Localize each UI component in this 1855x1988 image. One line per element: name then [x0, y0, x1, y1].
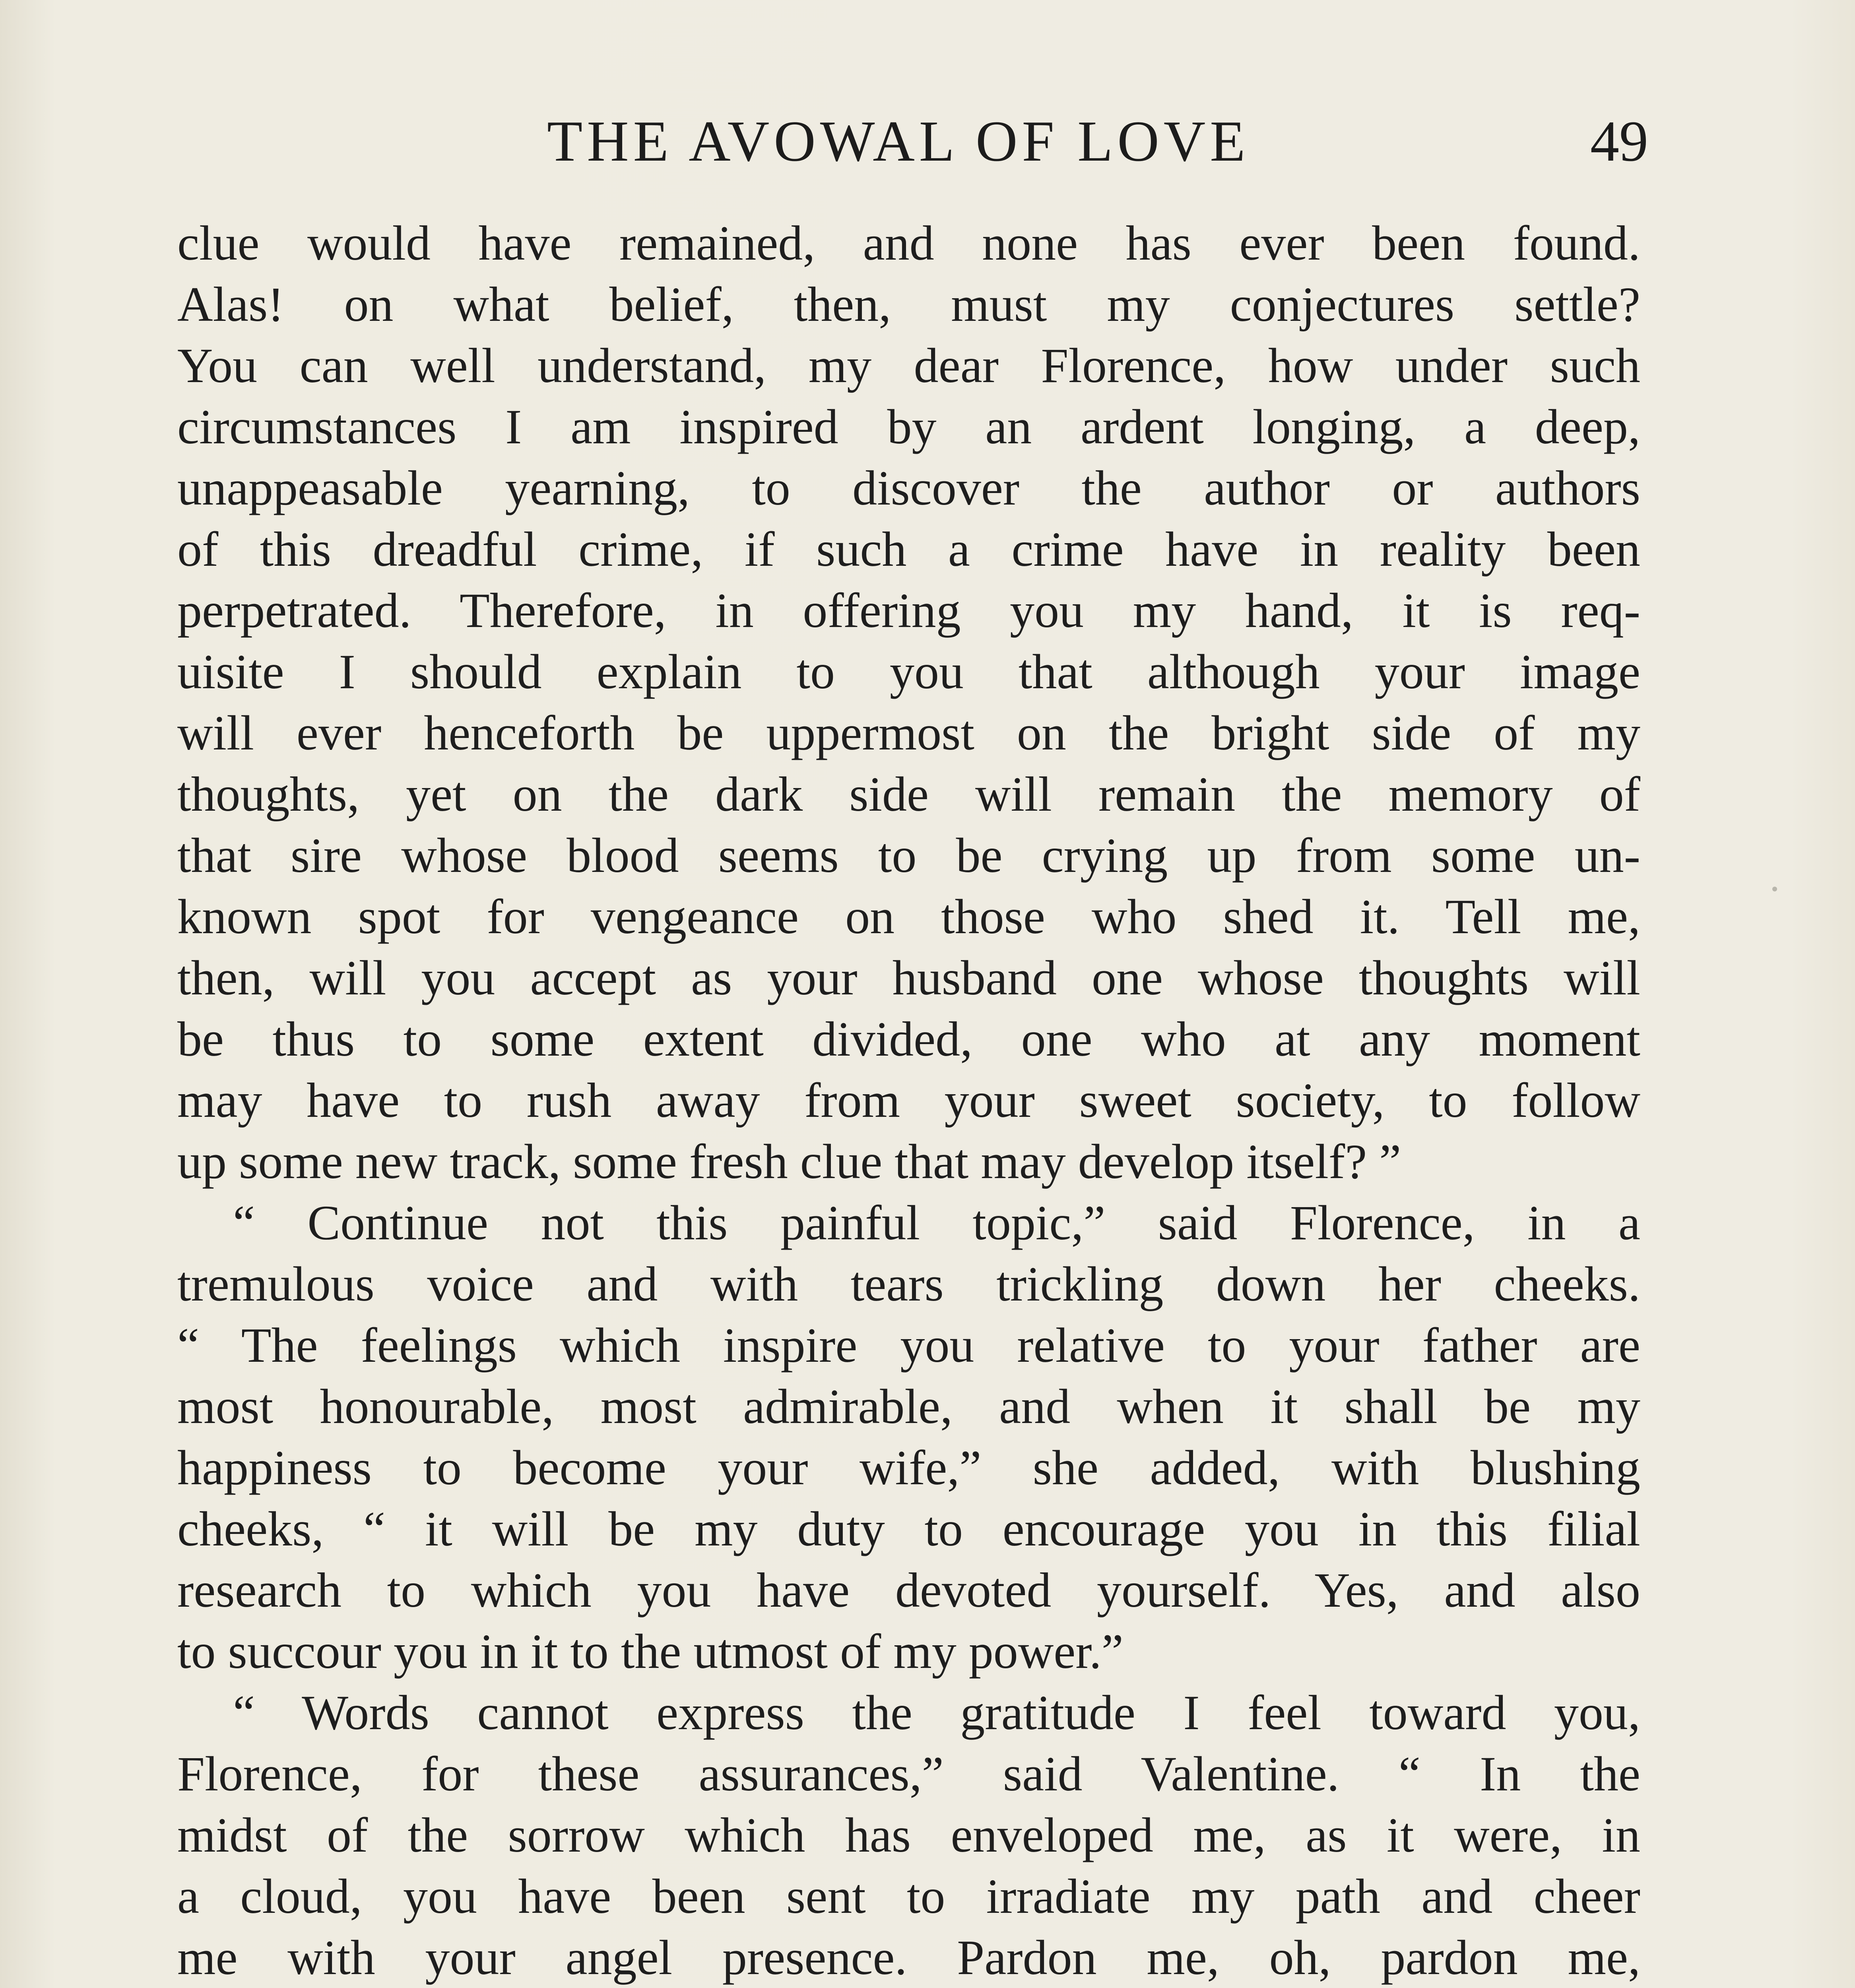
text-line: to succour you in it to the utmost of my power.” [177, 1624, 1123, 1679]
text-line: clue would have remained, and none has ever been found. [177, 216, 1640, 270]
text-line: most honourable, most admirable, and when it shall be my [177, 1379, 1640, 1434]
text-line: “ Continue not this painful topic,” said Florence, in a [233, 1196, 1640, 1250]
text-line: research to which you have devoted yourself. Yes, and also [177, 1563, 1640, 1617]
text-line: circumstances I am inspired by an ardent longing, a deep, [177, 400, 1640, 454]
text-line: me with your angel presence. Pardon me, oh, pardon me, [177, 1930, 1640, 1985]
text-line: unappeasable yearning, to discover the author or authors [177, 461, 1640, 515]
text-line: Alas! on what belief, then, must my conjectures settle? [177, 277, 1640, 332]
page-speck [1772, 887, 1777, 891]
page-number: 49 [1590, 109, 1648, 173]
text-line: that sire whose blood seems to be crying up from some un- [177, 828, 1640, 883]
text-line: cheeks, “ it will be my duty to encourage you in this filial [177, 1502, 1640, 1556]
text-line: a cloud, you have been sent to irradiate my path and cheer [177, 1869, 1640, 1924]
text-line: may have to rush away from your sweet society, to follow [177, 1073, 1640, 1128]
text-line: tremulous voice and with tears trickling down her cheeks. [177, 1257, 1640, 1311]
text-line: You can well understand, my dear Florence, how under such [177, 338, 1640, 393]
text-line: “ The feelings which inspire you relative to your father are [177, 1318, 1640, 1373]
text-line: be thus to some extent divided, one who at any moment [177, 1012, 1640, 1066]
text-line: perpetrated. Therefore, in offering you my hand, it is req- [177, 583, 1640, 638]
page-header [177, 99, 1648, 183]
text-line: then, will you accept as your husband one whose thoughts will [177, 951, 1640, 1005]
body-text [177, 213, 1640, 1988]
running-title: THE AVOWAL OF LOVE [547, 109, 1250, 173]
text-line: will ever henceforth be uppermost on the bright side of my [177, 706, 1640, 760]
text-line: known spot for vengeance on those who shed it. Tell me, [177, 889, 1640, 944]
text-line: up some new track, some fresh clue that may develop itself? ” [177, 1134, 1401, 1189]
text-line: of this dreadful crime, if such a crime have in reality been [177, 522, 1640, 577]
text-line: happiness to become your wife,” she added, with blushing [177, 1441, 1640, 1495]
text-line: midst of the sorrow which has enveloped me, as it were, in [177, 1808, 1640, 1862]
text-line: Florence, for these assurances,” said Valentine. “ In the [177, 1747, 1640, 1801]
text-line: uisite I should explain to you that although your image [177, 645, 1640, 699]
text-line: “ Words cannot express the gratitude I feel toward you, [233, 1685, 1640, 1740]
text-line: thoughts, yet on the dark side will remain the memory of [177, 767, 1640, 821]
